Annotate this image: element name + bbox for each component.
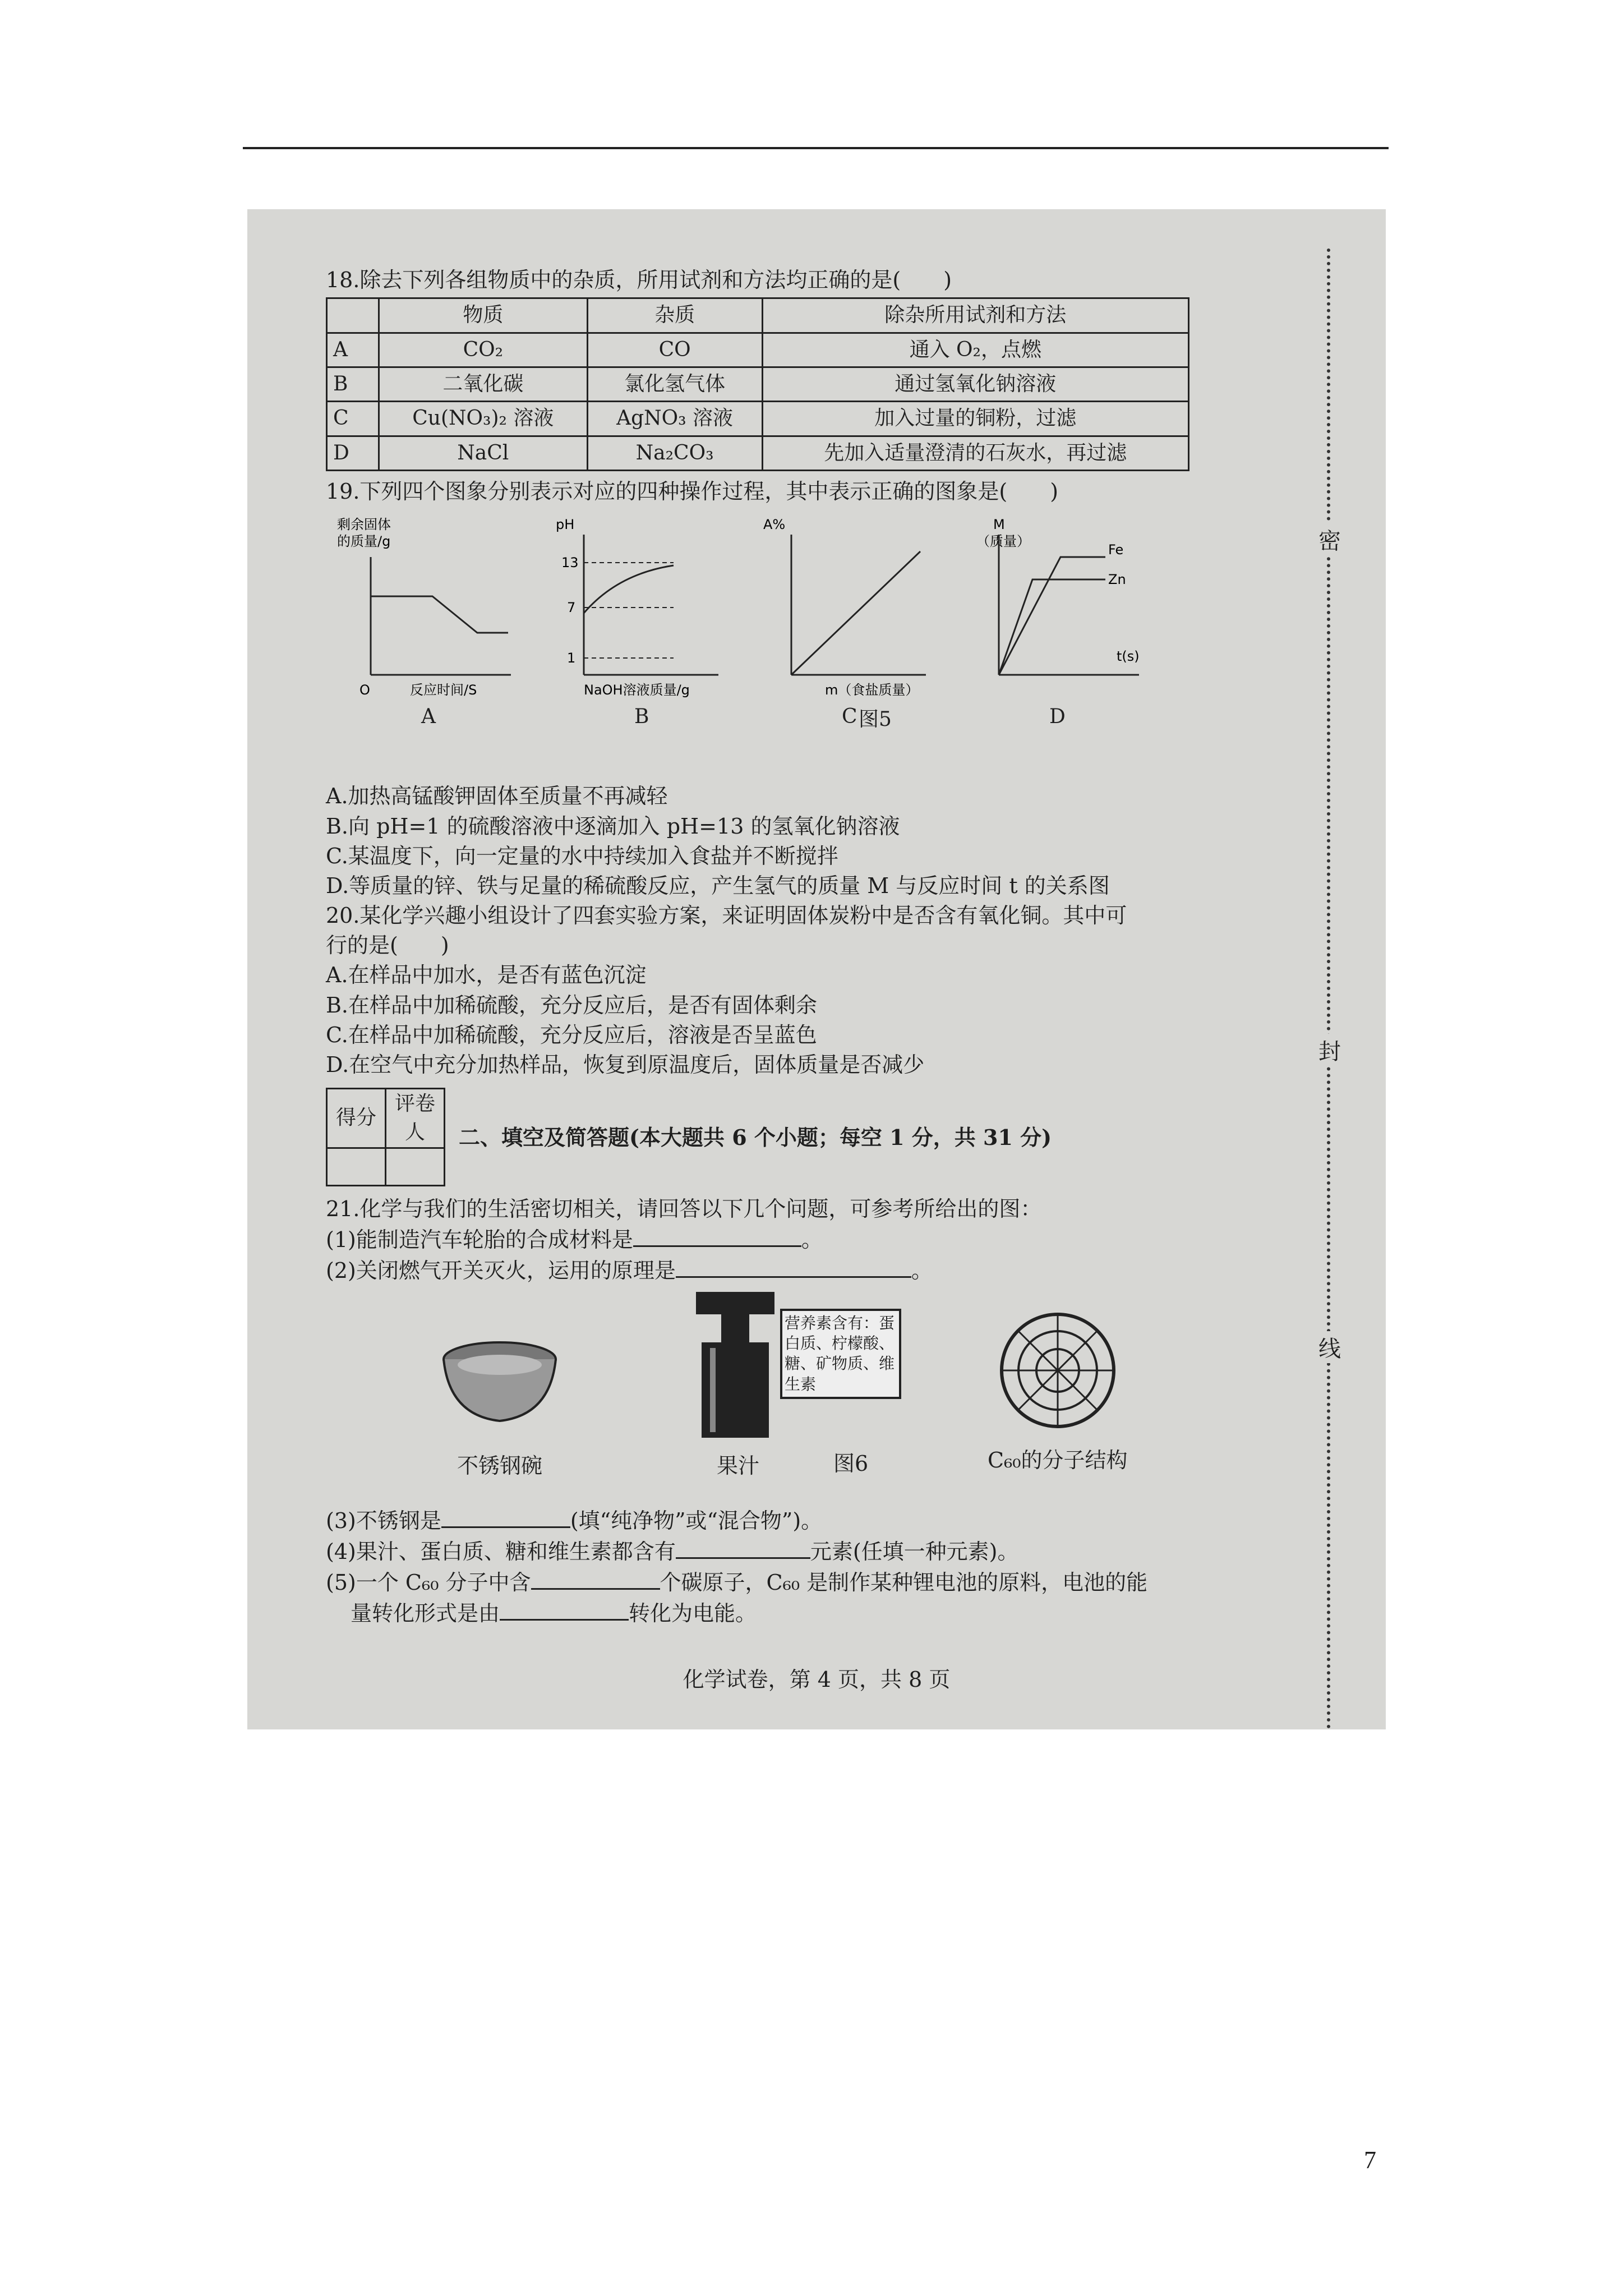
seal-mark-mi: 密 <box>1313 523 1347 555</box>
answer-blank[interactable] <box>531 1567 660 1590</box>
impurity-cell: 氯化氢气体 <box>587 367 762 401</box>
nutrition-label: 营养素含有：蛋白质、柠檬酸、糖、矿物质、维生素 <box>780 1309 901 1400</box>
q19-option-d: D.等质量的锌、铁与足量的稀硫酸反应，产生氢气的质量 M 与反应时间 t 的关系图 <box>326 873 1110 898</box>
q20-stem-2: 行的是( ) <box>326 933 449 958</box>
table-row <box>327 333 1189 367</box>
answer-blank[interactable] <box>500 1598 629 1621</box>
q21-part-4-text-b: 元素(任填一种元素)。 <box>810 1539 1019 1564</box>
q19-options <box>326 781 1268 901</box>
figure-juice-caption: 果汁 <box>716 1453 759 1478</box>
q21-part-4 <box>326 1536 1268 1567</box>
graph-a-xlabel: 反应时间/S <box>410 682 477 698</box>
juice-bottle-icon <box>690 1292 786 1443</box>
grader-label: 评卷人 <box>386 1089 445 1148</box>
q20-option-c: C.在样品中加稀硫酸，充分反应后，溶液是否呈蓝色 <box>326 1022 817 1047</box>
answer-blank[interactable] <box>676 1536 810 1559</box>
q21-part-2 <box>326 1255 1268 1286</box>
substance-cell: NaCl <box>379 436 588 470</box>
graph-c-xlabel: m（食盐质量） <box>825 682 919 698</box>
q21-part-3-text-a: (3)不锈钢是 <box>326 1508 441 1533</box>
q18-table <box>326 297 1189 471</box>
score-box <box>326 1088 445 1186</box>
table-header: 物质 <box>379 298 588 333</box>
score-cell <box>327 1148 386 1185</box>
figure-bowl-caption: 不锈钢碗 <box>457 1453 542 1478</box>
graph-c-letter: C <box>842 705 857 729</box>
figure-6-caption: 图6 <box>833 1451 869 1476</box>
q19-stem: 19.下列四个图象分别表示对应的四种操作过程，其中表示正确的图象是( ) <box>326 479 1059 504</box>
graph-c-ylabel: A% <box>763 517 786 533</box>
table-row <box>327 402 1189 436</box>
q21-part-4-text-a: (4)果汁、蛋白质、糖和维生素都含有 <box>326 1539 676 1564</box>
graph-a-origin: O <box>359 682 370 698</box>
q21-part-5 <box>326 1567 1268 1598</box>
c60-molecule-icon <box>990 1303 1125 1438</box>
substance-cell: 二氧化碳 <box>379 367 588 401</box>
q21-part-2-text: (2)关闭燃气开关灭火，运用的原理是 <box>326 1258 676 1283</box>
figure-c60 <box>988 1303 1128 1475</box>
graph-c <box>758 512 943 744</box>
graph-a-ylabel-1: 剩余固体 <box>337 517 391 533</box>
option-letter: D <box>327 436 379 470</box>
graph-d-letter: D <box>1049 705 1066 729</box>
graph-b <box>550 512 735 744</box>
graph-a-letter: A <box>421 705 436 729</box>
method-cell: 先加入适量澄清的石灰水，再过滤 <box>762 436 1188 470</box>
graph-b-tick: 1 <box>567 650 576 666</box>
seal-mark-xian: 线 <box>1313 1331 1347 1363</box>
method-cell: 通过氢氧化钠溶液 <box>762 367 1188 401</box>
substance-cell: CO₂ <box>379 333 588 367</box>
q21-part-5-text-d: 转化为电能。 <box>629 1601 757 1626</box>
option-letter: B <box>327 367 379 401</box>
method-cell: 加入过量的铜粉，过滤 <box>762 402 1188 436</box>
graph-d-ylabel-1: M <box>993 517 1005 533</box>
graph-b-ylabel: pH <box>556 517 575 533</box>
impurity-cell: Na₂CO₃ <box>587 436 762 470</box>
figure-bowl <box>438 1331 561 1481</box>
answer-blank[interactable] <box>633 1224 801 1247</box>
q21-part-1 <box>326 1224 1268 1255</box>
q21-part-3-text-b: (填“纯净物”或“混合物”)。 <box>570 1508 823 1533</box>
impurity-cell: CO <box>587 333 762 367</box>
q21-part-5-text-b: 个碳原子，C₆₀ 是制作某种锂电池的原料，电池的能 <box>660 1570 1148 1595</box>
graph-a <box>337 512 522 744</box>
graph-d-xlabel: t(s) <box>1117 648 1140 665</box>
q21-part-5-cont <box>326 1598 1268 1628</box>
section-2-title: 二、填空及简答题(本大题共 6 个小题；每空 1 分，共 31 分) <box>459 1124 1052 1150</box>
graph-b-xlabel: NaOH溶液质量/g <box>584 682 690 698</box>
q21-stem: 21.化学与我们的生活密切相关，请回答以下几个问题，可参考所给出的图： <box>326 1196 1042 1221</box>
steel-bowl-icon <box>438 1331 561 1443</box>
q21-part-5-text-a: (5)一个 C₆₀ 分子中含 <box>326 1570 531 1595</box>
period: 。 <box>911 1258 933 1283</box>
seal-mark-feng: 封 <box>1313 1034 1347 1066</box>
q21-part-1-text: (1)能制造汽车轮胎的合成材料是 <box>326 1227 633 1253</box>
figure-6 <box>326 1292 1268 1499</box>
score-label: 得分 <box>327 1089 386 1148</box>
q20-option-b: B.在样品中加稀硫酸，充分反应后，是否有固体剩余 <box>326 992 818 1018</box>
seal-line <box>1327 249 1330 1729</box>
top-rule <box>243 147 1389 149</box>
graph-d <box>965 512 1150 744</box>
graph-a-ylabel-2: 的质量/g <box>337 533 391 550</box>
q20-option-d: D.在空气中充分加热样品，恢复到原温度后，固体质量是否减少 <box>326 1052 925 1078</box>
grader-cell <box>386 1148 445 1185</box>
graph-b-letter: B <box>634 705 649 729</box>
q20-options <box>326 960 1268 1080</box>
section-2-header <box>326 1088 1268 1186</box>
option-letter: C <box>327 402 379 436</box>
graph-d-series-zn: Zn <box>1108 572 1126 588</box>
graph-d-ylabel-2: （质量） <box>976 533 1030 550</box>
q20-option-a: A.在样品中加水，是否有蓝色沉淀 <box>326 963 647 988</box>
table-header <box>327 298 379 333</box>
graph-d-series-fe: Fe <box>1108 542 1124 558</box>
table-header: 除杂所用试剂和方法 <box>762 298 1188 333</box>
q18-stem: 18.除去下列各组物质中的杂质，所用试剂和方法均正确的是( ) <box>326 268 952 292</box>
exam-content <box>326 265 1268 1628</box>
q21-part-3 <box>326 1505 1268 1536</box>
q19-graphs <box>326 512 1268 781</box>
table-row <box>327 436 1189 470</box>
answer-blank[interactable] <box>441 1505 570 1528</box>
q20-stem-1: 20.某化学兴趣小组设计了四套实验方案，来证明固体炭粉中是否含有氧化铜。其中可 <box>326 903 1127 928</box>
method-cell: 通入 O₂，点燃 <box>762 333 1188 367</box>
page-number: 7 <box>1364 2146 1376 2174</box>
graph-b-tick: 7 <box>567 600 576 616</box>
answer-blank[interactable] <box>676 1255 911 1278</box>
exam-footer: 化学试卷，第 4 页，共 8 页 <box>683 1667 951 1692</box>
table-header: 杂质 <box>587 298 762 333</box>
graph-b-tick: 13 <box>561 555 579 571</box>
substance-cell: Cu(NO₃)₂ 溶液 <box>379 402 588 436</box>
q19-option-b: B.向 pH=1 的硫酸溶液中逐滴加入 pH=13 的氢氧化钠溶液 <box>326 813 900 839</box>
impurity-cell: AgNO₃ 溶液 <box>587 402 762 436</box>
figure-c60-caption: C₆₀的分子结构 <box>988 1447 1128 1473</box>
q19-option-c: C.某温度下，向一定量的水中持续加入食盐并不断搅拌 <box>326 843 838 868</box>
figure-5-caption: 图5 <box>859 708 892 731</box>
option-letter: A <box>327 333 379 367</box>
scanned-exam-photo <box>247 209 1386 1729</box>
q19-option-a: A.加热高锰酸钾固体至质量不再减轻 <box>326 784 668 809</box>
q21-part-5-text-c: 量转化形式是由 <box>351 1601 500 1626</box>
period: 。 <box>801 1227 823 1253</box>
table-row <box>327 367 1189 401</box>
